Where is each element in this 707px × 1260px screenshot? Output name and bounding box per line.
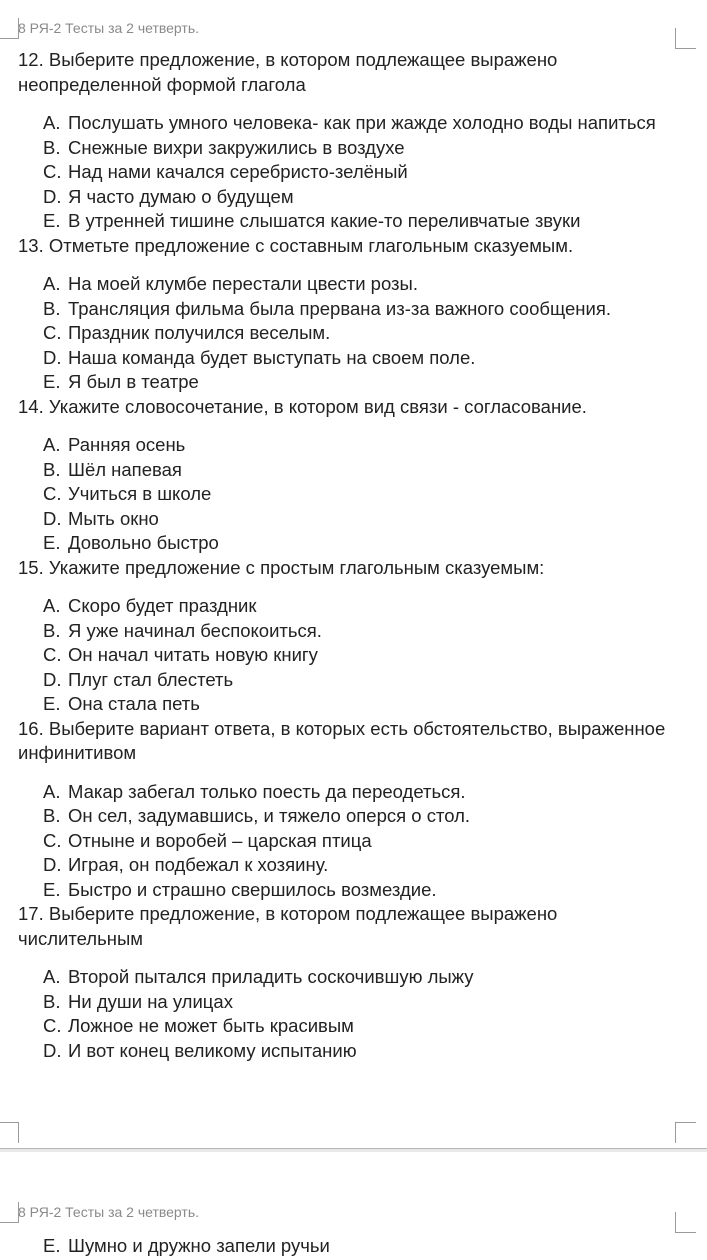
page-header: 8 РЯ-2 Тесты за 2 четверть. — [18, 20, 200, 36]
option-c: C. Праздник получился веселым. — [43, 322, 331, 343]
page-corner-mark — [0, 1122, 19, 1143]
answer-options — [18, 594, 678, 717]
option-e: E. Шумно и дружно запели ручьи — [43, 1235, 330, 1256]
question-list — [18, 48, 678, 1063]
question-text: 17. Выберите предложение, в котором подлежащее выражено числительным — [18, 903, 558, 949]
option-d: D. И вот конец великому испытанию — [43, 1039, 357, 1061]
page-corner-mark — [0, 1202, 19, 1223]
option-d: D. Наша команда будет выступать на своем поле. — [43, 346, 476, 368]
question-16 — [18, 717, 678, 903]
question-text: 14. Укажите словосочетание, в котором вид связи - согласование. — [18, 395, 587, 417]
answer-options — [18, 433, 678, 556]
option-b: B. Он сел, задумавшись, и тяжело оперся о стол. — [43, 805, 471, 826]
page-corner-mark — [0, 18, 19, 39]
question-13 — [18, 234, 678, 395]
option-b: B. Шёл напевая — [43, 458, 182, 480]
answer-options — [18, 111, 678, 234]
question-text: 12. Выберите предложение, в котором подлежащее выражено неопределенной формой глагола — [18, 49, 558, 95]
option-e: E. Довольно быстро — [43, 532, 219, 553]
option-a: A. Скоро будет праздник — [43, 595, 257, 616]
page-corner-mark — [675, 1122, 696, 1143]
page-corner-mark — [675, 28, 696, 49]
answer-options — [18, 1234, 703, 1259]
question-17 — [18, 902, 678, 1063]
page-header: 8 РЯ-2 Тесты за 2 четверть. — [18, 1204, 200, 1220]
option-c: C. Он начал читать новую книгу — [43, 644, 318, 665]
question-14 — [18, 395, 678, 556]
option-d: D. Играя, он подбежал к хозяину. — [43, 854, 329, 875]
option-a: A. Второй пытался приладить соскочившую лыжу — [43, 966, 474, 987]
answer-options — [18, 965, 678, 1063]
option-d: D. Плуг стал блестеть — [43, 668, 234, 690]
option-b: B. Трансляция фильма была прервана из-за важного сообщения. — [43, 297, 611, 319]
option-d: D. Мыть окно — [43, 507, 159, 529]
question-text: 13. Отметьте предложение с составным глагольным сказуемым. — [18, 234, 574, 256]
option-c: C. Учиться в школе — [43, 483, 212, 504]
page-corner-mark — [675, 1212, 696, 1233]
option-b: B. Я уже начинал беспокоиться. — [43, 619, 322, 641]
option-e: E. В утренней тишине слышатся какие-то переливчатые звуки — [43, 210, 581, 231]
option-a: A. На моей клумбе перестали цвести розы. — [43, 273, 418, 294]
option-b: B. Ни души на улицах — [43, 990, 233, 1012]
option-e: E. Быстро и страшно свершилось возмездие. — [43, 878, 437, 900]
option-a: A. Макар забегал только поесть да переодеться. — [43, 780, 466, 802]
question-text: 16. Выберите вариант ответа, в которых есть обстоятельство, выраженное инфинитивом — [18, 717, 666, 763]
document-page-2 — [0, 1152, 707, 1260]
answer-options — [18, 780, 678, 903]
option-e: E. Она стала петь — [43, 693, 200, 714]
option-a: A. Ранняя осень — [43, 434, 186, 455]
option-c: C. Над нами качался серебристо-зелёный — [43, 161, 408, 182]
option-d: D. Я часто думаю о будущем — [43, 185, 294, 207]
option-e: E. Я был в театре — [43, 371, 199, 392]
option-a: A. Послушать умного человека- как при жажде холодно воды напиться — [43, 112, 656, 133]
option-b: B. Снежные вихри закружились в воздухе — [43, 136, 405, 158]
question-text: 15. Укажите предложение с простым глагольным сказуемым: — [18, 556, 545, 578]
option-c: C. Отныне и воробей – царская птица — [43, 829, 372, 851]
question-15 — [18, 556, 678, 717]
question-12 — [18, 48, 678, 234]
option-c: C. Ложное не может быть красивым — [43, 1015, 354, 1036]
answer-options — [18, 272, 678, 395]
